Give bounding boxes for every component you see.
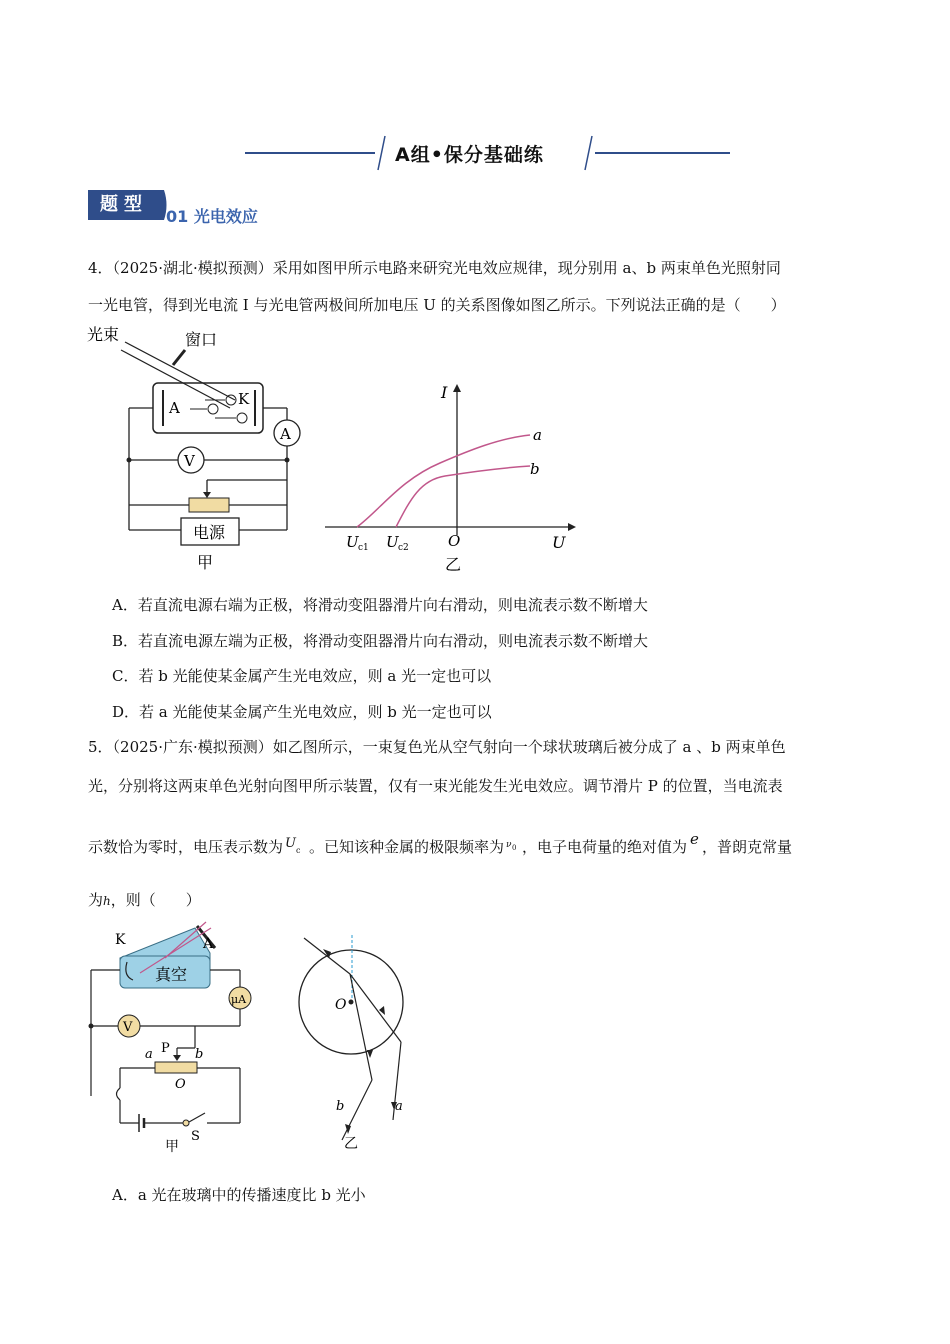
q5-line3-part2: 。已知该种金属的极限频率为 xyxy=(309,838,505,856)
q5-text-line3 xyxy=(88,830,792,857)
topic-title: 01 光电效应 xyxy=(166,207,258,226)
q4-iu-graph xyxy=(320,380,580,575)
q5-line3-part4: ，普朗克常量 xyxy=(701,838,792,856)
q5-fig1-o: O xyxy=(175,1077,186,1092)
q5-text-line2: 光，分别将这两束单色光射向图甲所示装置，仅有一束光能发生光电效应。调节滑片 P 的位置，当电流表 xyxy=(88,777,783,795)
q4-fig2-uc1: U xyxy=(346,533,359,551)
q5-nu-sub: 0 xyxy=(512,844,517,852)
q4-fig2-uc1-sub: c1 xyxy=(358,543,369,553)
q4-fig2-curve-b: b xyxy=(530,460,540,478)
q4-fig1-beam-label: 光束 xyxy=(87,325,120,344)
q4-fig1-cathode: K xyxy=(238,390,250,408)
q4-fig1-window-label: 窗口 xyxy=(185,330,218,349)
q5-h-symbol: h xyxy=(103,894,111,908)
q5-uc-symbol: U xyxy=(285,836,296,851)
q5-line4-part1: 为 xyxy=(88,891,104,909)
q5-fig2-caption: 乙 xyxy=(344,1136,358,1152)
q4-fig1-voltmeter: V xyxy=(184,452,195,470)
q4-text-line2: 一光电管，得到光电流 I 与光电管两极间所加电压 U 的关系图像如图乙所示。下列说法正确的是（ ） xyxy=(88,296,786,314)
q5-fig1-vacuum: 真空 xyxy=(155,965,188,984)
q5-e-symbol: e xyxy=(690,830,699,848)
q5-fig1-switch: S xyxy=(191,1129,200,1144)
q5-circuit-diagram xyxy=(85,918,260,1158)
q4-option-c: C．若 b 光能使某金属产生光电效应，则 a 光一定也可以 xyxy=(112,667,492,685)
q4-option-a: A．若直流电源右端为正极，将滑动变阻器滑片向右滑动，则电流表示数不断增大 xyxy=(112,596,648,614)
q4-fig2-uc2: U xyxy=(386,533,399,551)
q4-fig2-y-axis: I xyxy=(441,383,448,402)
q4-text-line1: 4．（2025·湖北·模拟预测）采用如图甲所示电路来研究光电效应规律，现分别用 a、b 两束单色光照射同 xyxy=(88,259,781,277)
q5-uc-sub: c xyxy=(296,846,301,855)
q4-option-b: B．若直流电源左端为正极，将滑动变阻器滑片向右滑动，则电流表示数不断增大 xyxy=(112,632,649,650)
q4-fig1-anode: A xyxy=(169,399,180,417)
q4-option-d: D．若 a 光能使某金属产生光电效应，则 b 光一定也可以 xyxy=(112,703,492,721)
q4-fig1-source: 电源 xyxy=(193,523,226,542)
q5-fig1-k: K xyxy=(115,932,126,948)
q4-fig1-ammeter: A xyxy=(280,425,291,443)
q5-fig2-center: O xyxy=(335,997,347,1013)
q4-fig2-origin: O xyxy=(448,532,461,550)
q4-fig1-caption: 甲 xyxy=(197,553,214,572)
topic-tag: 题型 xyxy=(88,190,160,220)
q4-fig2-uc2-sub: c2 xyxy=(398,543,409,553)
q4-circuit-diagram xyxy=(85,320,315,575)
q5-fig1-a: A xyxy=(203,936,214,952)
q5-option-a: A．a 光在玻璃中的传播速度比 b 光小 xyxy=(112,1186,366,1204)
q4-fig2-curve-a: a xyxy=(533,426,542,444)
q5-line3-part1: 示数恰为零时，电压表示数为 xyxy=(88,838,284,856)
q5-refraction-diagram xyxy=(290,930,420,1155)
q5-fig1-b-end: b xyxy=(195,1047,204,1062)
q5-nu-symbol: ν xyxy=(506,840,512,850)
q5-fig1-caption: 甲 xyxy=(165,1139,179,1155)
q4-fig2-caption: 乙 xyxy=(445,555,462,574)
q5-line3-part3: ，电子电荷量的绝对值为 xyxy=(522,838,688,856)
q5-fig2-ray-a: a xyxy=(395,1099,403,1114)
q5-fig2-ray-b: b xyxy=(336,1099,345,1114)
q5-fig1-voltmeter: V xyxy=(123,1020,133,1035)
group-title: A组•保分基础练 xyxy=(395,144,544,166)
q5-fig1-microammeter: μA xyxy=(231,993,247,1006)
q5-text-line1: 5．（2025·广东·模拟预测）如乙图所示，一束复色光从空气射向一个球状玻璃后被分成了 a 、b 两束单色 xyxy=(88,738,786,756)
q5-fig1-p: P xyxy=(161,1041,170,1056)
q5-fig1-a-end: a xyxy=(145,1047,153,1062)
q5-text-line4 xyxy=(88,889,201,910)
q5-line4-part2: ，则（ ） xyxy=(110,891,201,909)
q4-fig2-x-axis: U xyxy=(552,533,566,552)
